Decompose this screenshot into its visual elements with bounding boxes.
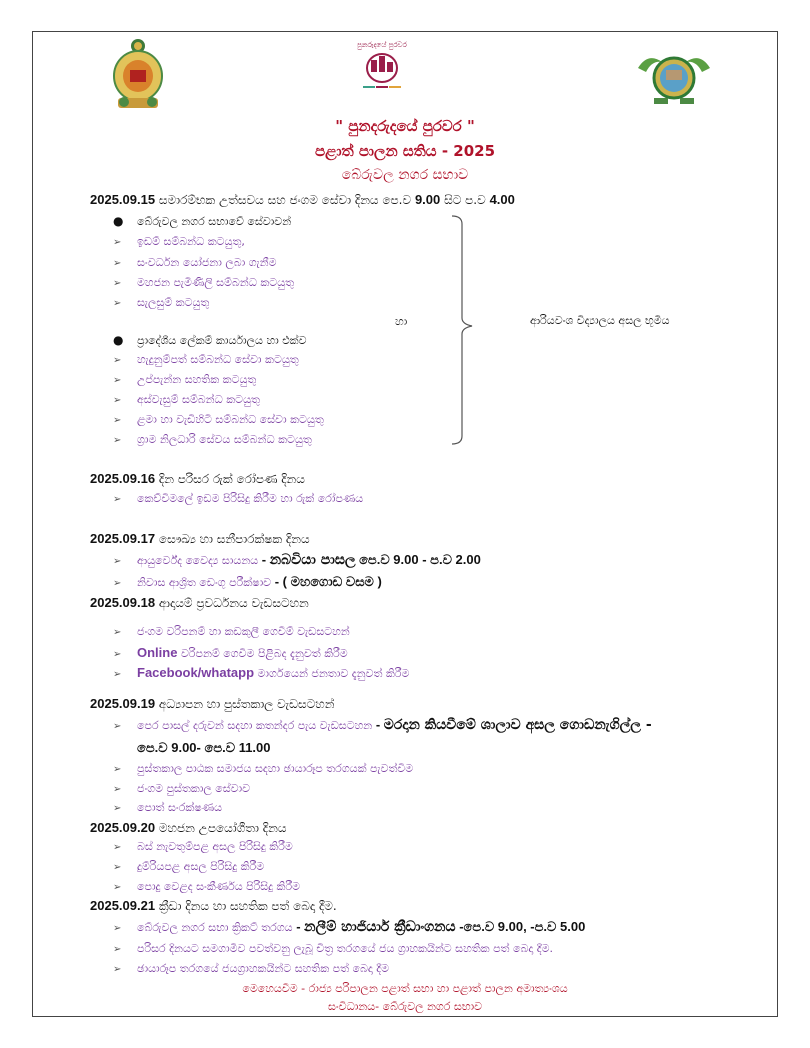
list-item: ➢ ජංගම පුස්තකාල සේවාව: [113, 782, 251, 795]
arrow-bullet-icon: ➢: [113, 669, 122, 680]
list-item: ➢ උප්පැන්න සහතික කටයුතු: [113, 373, 257, 386]
arrow-bullet-icon: ➢: [113, 375, 122, 386]
list-item: ➢ ඉඩම් සම්බන්ධ කටයුතු,: [113, 235, 245, 248]
arrow-bullet-icon: ➢: [113, 923, 122, 934]
day-heading-0916: 2025.09.16 දින පරිසර රුක් රෝපණ දිනය: [90, 471, 305, 486]
list-item: ➢ හැදුනුම්පත් සම්බන්ධ සේවා කටයුතු: [113, 353, 299, 366]
list-item: ➢ ජංගම වරිපනම් හා කඩකුලී ගෙවීම් වැඩසටහන්: [113, 625, 350, 638]
group-heading: ● බේරුවල නගර සභාවේ සේවාවන්: [113, 214, 292, 228]
bullet-icon: ●: [113, 333, 124, 347]
list-item: ➢ බේරුවල නගර සභා ක්‍රිකට් තරගය - නලීම් හාජියාර් ක්‍රීඩාංගනය -පෙ.ව 9.00, -ප.ව 5.00: [113, 919, 586, 935]
list-item: ➢ ආයුර්වේද වෛද්‍ය සායනය - නබවියා පාසල පෙ.ව 9.00 - ප.ව 2.00: [113, 552, 481, 568]
arrow-bullet-icon: ➢: [113, 862, 122, 873]
curly-brace-icon: [450, 214, 490, 446]
arrow-bullet-icon: ➢: [113, 556, 122, 567]
arrow-bullet-icon: ➢: [113, 721, 122, 732]
list-item: ➢ මහජන පැමිණිලි සම්බන්ධ කටයුතු: [113, 276, 295, 289]
list-item: ➢ පොත් සංරක්ෂණය: [113, 801, 222, 814]
venue-text: ආරියවංශ විද්‍යාලය අසල භූමිය: [530, 314, 670, 327]
arrow-bullet-icon: ➢: [113, 764, 122, 775]
arrow-bullet-icon: ➢: [113, 258, 122, 269]
beruwala-council-logo-icon: [628, 48, 720, 110]
day-heading-0917: 2025.09.17 සෞඛ්‍ය හා සනීපාරක්ෂක දිනය: [90, 531, 310, 546]
arrow-bullet-icon: ➢: [113, 944, 122, 955]
arrow-bullet-icon: ➢: [113, 435, 122, 446]
list-item: ➢ සැලසුම් කටයුතු: [113, 296, 210, 309]
day-date: 2025.09.15: [90, 192, 156, 207]
list-item: ➢ පොදු වෙළද සංකීර්ණය පිරිසිදු කිරීම: [113, 880, 301, 893]
list-item: ➢ ළමා හා වැඩිහිටි සම්බන්ධ සේවා කටයුතු: [113, 413, 324, 426]
bullet-icon: ●: [113, 214, 124, 228]
arrow-bullet-icon: ➢: [113, 649, 122, 660]
arrow-bullet-icon: ➢: [113, 298, 122, 309]
day-title-mid: සිට ප.ව: [444, 193, 486, 207]
group-heading: ● ප්‍රාදේශීය ලේකම් කාර්යාලය හා එක්ව: [113, 333, 307, 347]
day-heading-0918: 2025.09.18 ආදායම් ප්‍රවර්ධනය වැඩසටහන: [90, 595, 309, 610]
list-item: ➢ නිවාස ආශ්‍රිත ඩෙංගු පරීක්ෂාව - ( මහගොඩ වසම ): [113, 574, 382, 589]
day-heading-0921: 2025.09.21 ක්‍රීඩා දිනය හා සහතික පත් බෙදා දීම.: [90, 898, 337, 913]
day-heading-0915: [90, 192, 515, 208]
arrow-bullet-icon: ➢: [113, 627, 122, 638]
arrow-bullet-icon: ➢: [113, 395, 122, 406]
arrow-bullet-icon: ➢: [113, 842, 122, 853]
council-name: බේරුවල නගර සභාව: [341, 167, 469, 183]
joiner-text: හා: [395, 315, 408, 328]
day-heading-0920: 2025.09.20 මහජන උපයෝගීතා දිනය: [90, 820, 287, 835]
day-time-start: 9.00: [414, 192, 441, 207]
arrow-bullet-icon: ➢: [113, 784, 122, 795]
list-item: ➢ පෙර පාසල් දරුවන් සදහා කතන්දර පැය වැඩසටහන - මරදාන කියවීමේ ශාලාව අසල ගොඩනැගිල්ල -: [113, 717, 652, 733]
arrow-bullet-icon: ➢: [113, 355, 122, 366]
footer-organized: සංවිධානය- බේරුවල නගර සභාව: [327, 1000, 483, 1013]
sri-lanka-emblem-icon: [112, 38, 164, 112]
footer-direction: මෙහෙයවීම - රාජ්‍ය පරිපාලන පළාත් සභා හා පළාත් පාලන අමාත්‍යංශය: [242, 982, 568, 995]
day-time-end: 4.00: [489, 192, 515, 207]
arrow-bullet-icon: ➢: [113, 237, 122, 248]
arrow-bullet-icon: ➢: [113, 415, 122, 426]
list-item: ➢ සංවර්ධන යෝජනා ලබා ගැනීම: [113, 256, 277, 269]
list-item: ➢ බස් නැවතුම්පළ අසල පිරිසිදු කිරීම: [113, 840, 293, 853]
arrow-bullet-icon: ➢: [113, 494, 122, 505]
week-title: පළාත් පාලන සතිය - 2025: [314, 142, 496, 160]
list-item: ➢ කෙව්විමලේ ඉඩම පිරිසිදු කිරීම හා රුක් රෝපණය: [113, 492, 364, 505]
list-item: ➢ අස්වැසුම් සම්බන්ධ කටයුතු: [113, 393, 260, 406]
list-item: ➢ ග්‍රාම නිලධාරි සේවය සම්බන්ධ කටයුතු: [113, 433, 312, 446]
day-heading-0919: 2025.09.19 අධ්‍යාපන හා පුස්තකාල වැඩසටහන්: [90, 696, 335, 711]
list-item: ➢ පුස්තකාල පාඨක සමාජය සදහා ඡායාරූප තරගයක් පැවත්වීම: [113, 762, 414, 775]
day-title: සමාරම්භක උත්සවය සහ ජංගම සේවා දිනය පෙ.ව: [158, 193, 412, 207]
arrow-bullet-icon: ➢: [113, 964, 122, 975]
list-item-time: පෙ.ව 9.00- පෙ.ව 11.00: [137, 740, 271, 755]
list-item: ➢ දුම්රියපළ අසල පිරිසිදු කිරීම: [113, 860, 265, 873]
document-title: " පුනදරුදයේ පුරවර ": [335, 117, 475, 135]
list-item: ➢ Facebook/whatapp මාර්ගයෙන් ජනතාව දැනුවත් කිරීම: [113, 665, 410, 680]
list-item: ➢ Online වරිපනම් ගෙවීම පිළිබද දැනුවත් කිරීම: [113, 645, 348, 660]
arrow-bullet-icon: ➢: [113, 578, 122, 589]
list-item: ➢ පරිසර දිනයට සමගාමීව පවත්වනු ලැබූ චිත්‍ර තරගයේ ජය ග්‍රාහකයින්ට සහතික පත් බෙදා දීම.: [113, 942, 554, 955]
list-item: ➢ ඡායාරූප තරගයේ ජයග්‍රාහකයින්ට සහතික පත් බෙදා දීම: [113, 962, 390, 975]
svg-text:පුනරුදයේ පුරවර: පුනරුදයේ පුරවර: [357, 41, 407, 49]
arrow-bullet-icon: ➢: [113, 278, 122, 289]
punarudaya-puravara-logo-icon: [349, 38, 415, 94]
arrow-bullet-icon: ➢: [113, 803, 122, 814]
arrow-bullet-icon: ➢: [113, 882, 122, 893]
